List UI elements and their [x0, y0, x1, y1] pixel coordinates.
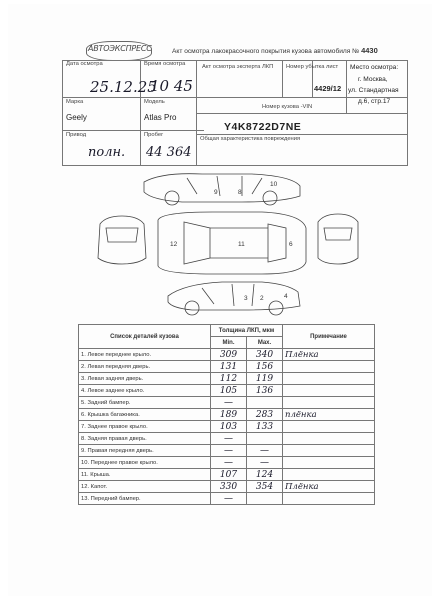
part-name: 4. Левое заднее крыло.: [79, 385, 211, 397]
table-header-row: [79, 325, 375, 337]
drive-value: полн.: [88, 145, 126, 160]
note-value: [283, 421, 375, 433]
zone-label: 12: [170, 241, 178, 248]
min-value: —: [211, 493, 247, 505]
note-value: [283, 469, 375, 481]
table-row: [79, 385, 375, 397]
zone-label: 8: [238, 189, 242, 196]
min-value: —: [211, 433, 247, 445]
min-value: 309: [211, 349, 247, 361]
note-value: [283, 361, 375, 373]
note-value: [283, 397, 375, 409]
col-min-header: Min.: [211, 337, 247, 349]
col-parts-header: Список деталей кузова: [79, 325, 211, 349]
table-row: [79, 433, 375, 445]
part-name: 2. Левая передняя дверь.: [79, 361, 211, 373]
header-row-divider: [196, 113, 408, 114]
max-value: —: [247, 445, 283, 457]
zone-label: 9: [214, 189, 218, 196]
part-name: 13. Передний бампер.: [79, 493, 211, 505]
col-note-header: Примечание: [283, 325, 375, 349]
part-name: 6. Крышка багажника.: [79, 409, 211, 421]
number-value: 4429/12: [314, 84, 342, 93]
model-label: Модель: [144, 99, 165, 105]
header-col-divider: [140, 60, 141, 166]
brand-label: Марка: [66, 99, 84, 105]
part-name: 1. Левое переднее крыло.: [79, 349, 211, 361]
max-value: 124: [247, 469, 283, 481]
act-title: [172, 46, 378, 55]
table-row: [79, 457, 375, 469]
brand-value: Geely: [66, 113, 87, 122]
note-value: [283, 445, 375, 457]
wheel-icon: [165, 191, 179, 205]
table-row: [79, 373, 375, 385]
place-line-1: г. Москва,: [358, 76, 388, 83]
header-row-divider: [62, 130, 204, 131]
zone-label: 2: [260, 295, 264, 302]
min-value: 105: [211, 385, 247, 397]
front-view-outline: [98, 216, 146, 264]
max-value: 156: [247, 361, 283, 373]
note-value: [283, 457, 375, 469]
max-value: —: [247, 457, 283, 469]
part-name: 8. Задняя правая дверь.: [79, 433, 211, 445]
note-value: Плёнка: [283, 349, 375, 361]
part-name: 11. Крыша.: [79, 469, 211, 481]
car-body-diagram: [92, 168, 362, 320]
mileage-value: 44 364: [146, 145, 192, 160]
col-max-header: Max.: [247, 337, 283, 349]
max-value: 354: [247, 481, 283, 493]
page-label: лист: [326, 64, 339, 70]
table-row: [79, 409, 375, 421]
place-line-2: ул. Стандартная: [348, 87, 399, 94]
table-row: [79, 469, 375, 481]
note-value: [283, 373, 375, 385]
mileage-label: Пробег: [144, 132, 164, 138]
table-row: [79, 349, 375, 361]
company-logo: [88, 44, 150, 58]
number-label: Номер убытка: [286, 64, 325, 70]
table-row: [79, 481, 375, 493]
max-value: 136: [247, 385, 283, 397]
vin-label: Номер кузова -VIN: [262, 104, 313, 110]
header-col-divider: [346, 60, 347, 113]
min-value: 112: [211, 373, 247, 385]
zone-label: 4: [284, 293, 288, 300]
zone-label: 10: [270, 181, 278, 188]
act-number: 4430: [361, 46, 378, 55]
max-value: 340: [247, 349, 283, 361]
zone-label: 11: [238, 241, 245, 248]
logo-text: АВТОЭКСПРЕСС: [88, 44, 152, 53]
part-name: 9. Правая передняя дверь.: [79, 445, 211, 457]
col-thickness-header: Толщина ЛКП, мкм: [211, 325, 283, 337]
min-value: 330: [211, 481, 247, 493]
zone-label: 3: [244, 295, 248, 302]
part-name: 3. Левая задняя дверь.: [79, 373, 211, 385]
parts-table: [78, 324, 375, 505]
damage-label: Общая характеристика повреждения: [200, 136, 301, 142]
max-value: [247, 493, 283, 505]
min-value: —: [211, 445, 247, 457]
max-value: [247, 397, 283, 409]
part-name: 10. Переднее правое крыло.: [79, 457, 211, 469]
time-label: Время осмотра: [144, 61, 186, 67]
place-label: Место осмотра:: [350, 64, 399, 71]
note-value: плёнка: [283, 409, 375, 421]
header-col-divider: [196, 60, 197, 166]
wheel-icon: [263, 191, 277, 205]
min-value: 103: [211, 421, 247, 433]
max-value: 119: [247, 373, 283, 385]
header-row-divider: [62, 97, 408, 98]
min-value: 107: [211, 469, 247, 481]
min-value: —: [211, 397, 247, 409]
note-value: [283, 433, 375, 445]
wheel-icon: [185, 301, 199, 315]
min-value: 189: [211, 409, 247, 421]
drive-label: Привод: [66, 132, 87, 138]
date-label: Дата осмотра: [66, 61, 103, 67]
top-view-outline: [158, 212, 306, 274]
time-value: 10 45: [150, 77, 193, 95]
model-value: Atlas Pro: [144, 113, 177, 122]
vin-value: Y4K8722D7NE: [224, 121, 302, 133]
min-value: —: [211, 457, 247, 469]
max-value: 133: [247, 421, 283, 433]
zone-label: 6: [289, 241, 293, 248]
rear-view-outline: [318, 214, 358, 264]
table-row: [79, 421, 375, 433]
max-value: [247, 433, 283, 445]
header-col-divider: [282, 60, 283, 98]
min-value: 131: [211, 361, 247, 373]
max-value: 283: [247, 409, 283, 421]
wheel-icon: [269, 301, 283, 315]
table-row: [79, 493, 375, 505]
place-line-3: д.6, стр.17: [358, 98, 391, 105]
part-name: 12. Капот.: [79, 481, 211, 493]
part-name: 7. Заднее правое крыло.: [79, 421, 211, 433]
table-row: [79, 397, 375, 409]
note-value: [283, 385, 375, 397]
note-value: [283, 493, 375, 505]
header-row-divider: [196, 134, 408, 135]
note-value: Плёнка: [283, 481, 375, 493]
table-row: [79, 361, 375, 373]
date-value: 25.12.25: [90, 78, 157, 96]
expert-label: Акт осмотра эксперта ЛКП: [202, 64, 274, 70]
act-title-text: Акт осмотра лакокрасочного покрытия кузова автомобиля №: [172, 48, 360, 55]
table-row: [79, 445, 375, 457]
part-name: 5. Задний бампер.: [79, 397, 211, 409]
